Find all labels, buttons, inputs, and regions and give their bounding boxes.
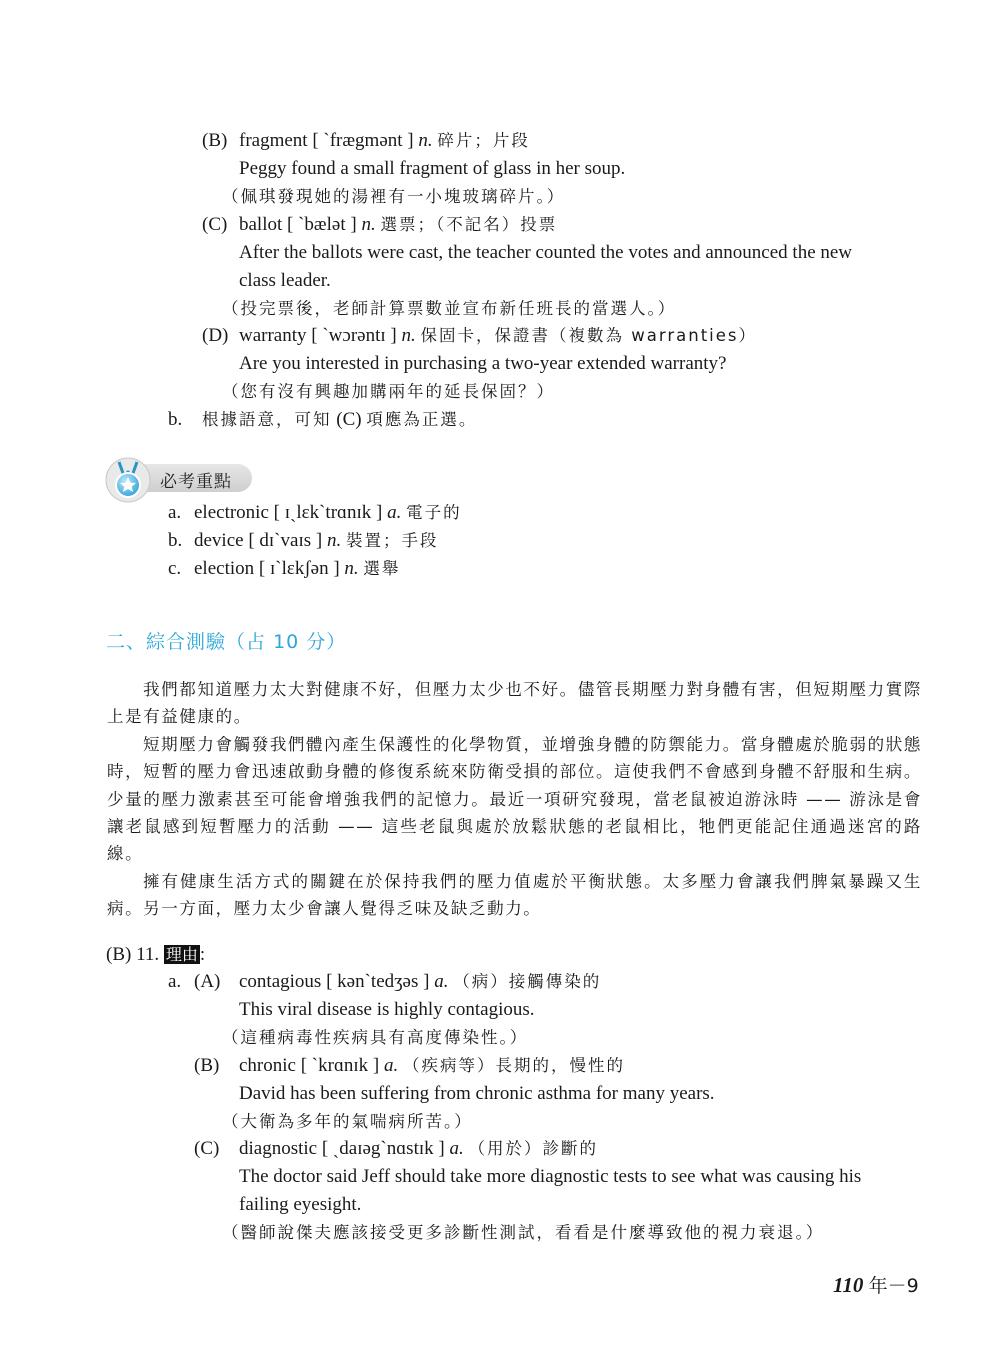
vocab-entry-contagious: a. (A) contagious [ kənˋtedʒəs ] a. （病）接觸傳染的	[168, 971, 602, 992]
question-header: (B) 11. 理由 :	[106, 944, 206, 965]
example-translation: （醫師說傑夫應該接受更多診斷性測試，看看是什麼導致他的視力衰退。）	[222, 1223, 825, 1242]
key-point-item: c. election [ ɪˋlɛkʃən ] n. 選舉	[168, 558, 401, 579]
passage-paragraph: 擁有健康生活方式的關鍵在於保持我們的壓力值處於平衡狀態。太多壓力會讓我們脾氣暴躁又生病。另一方面，壓力太少會讓人覺得乏味及缺乏動力。	[107, 871, 922, 919]
example-translation: （大衛為多年的氣喘病所苦。）	[222, 1112, 473, 1131]
example-sentence: This viral disease is highly contagious.	[239, 999, 535, 1020]
example-translation: （佩琪發現她的湯裡有一小塊玻璃碎片。）	[222, 187, 566, 206]
example-translation: （這種病毒性疾病具有高度傳染性。）	[222, 1028, 529, 1047]
example-translation: （您有沒有興趣加購兩年的延長保固？）	[222, 382, 555, 401]
key-point-item: b. device [ dɪˋvaɪs ] n. 裝置；手段	[168, 530, 439, 551]
passage-translation	[107, 676, 922, 923]
vocab-entry-warranty: (D) warranty [ ˋwɔrəntɪ ] n. 保固卡，保證書（複數為 warranties）	[202, 325, 757, 346]
example-translation: （投完票後，老師計算票數並宣布新任班長的當選人。）	[222, 299, 677, 318]
passage-paragraph: 短期壓力會觸發我們體內產生保護性的化學物質，並增強身體的防禦能力。當身體處於脆弱的狀態時，短暫的壓力會迅速啟動身體的修復系統來防衛受損的部位。這使我們不會感到身體不舒服和生病。少量的壓力激素甚至可能會增強我們的記憶力。最近一項研究發現，當老鼠被迫游泳時 —— 游泳是會讓老鼠感到短暫壓力的活動 —— 這些老鼠與處於放鬆狀態的老鼠相比，牠們更能記住通過迷宮的路線。	[107, 734, 922, 864]
example-sentence: After the ballots were cast, the teacher counted the votes and announced the new	[239, 242, 853, 263]
passage-paragraph: 我們都知道壓力太大對健康不好，但壓力太少也不好。儘管長期壓力對身體有害，但短期壓力實際上是有益健康的。	[107, 680, 922, 727]
example-sentence: David has been suffering from chronic asthma for many years.	[239, 1083, 715, 1104]
key-points-title: 必考重點	[160, 472, 232, 492]
vocab-entry-fragment: (B) fragment [ ˋfrægmənt ] n. 碎片；片段	[202, 130, 530, 151]
vocab-entry-chronic: (B) chronic [ ˋkrɑnɪk ] a. （疾病等）長期的，慢性的	[194, 1055, 626, 1076]
example-sentence-cont: class leader.	[239, 270, 331, 291]
conclusion-line: b. 根據語意，可知 (C) 項應為正選。	[168, 409, 478, 430]
reason-tag: 理由	[165, 945, 198, 964]
example-sentence: Peggy found a small fragment of glass in her soup.	[239, 158, 626, 179]
page-number: 110 年－9	[833, 1273, 919, 1297]
example-sentence: Are you interested in purchasing a two-year extended warranty?	[239, 353, 727, 374]
vocab-entry-diagnostic: (C) diagnostic [ ˏdaɪəgˋnɑstɪk ] a. （用於）診斷的	[194, 1138, 598, 1159]
key-point-item: a. electronic [ ɪˏlɛkˋtrɑnɪk ] a. 電子的	[168, 502, 462, 523]
medal-icon	[104, 456, 152, 504]
vocab-entry-ballot: (C) ballot [ ˋbælət ] n. 選票；（不記名）投票	[202, 214, 558, 235]
example-sentence: The doctor said Jeff should take more diagnostic tests to see what was causing his	[239, 1166, 862, 1187]
section-title: 二、綜合測驗（占 10 分）	[106, 631, 347, 653]
key-points-badge	[104, 456, 254, 504]
example-sentence-cont: failing eyesight.	[239, 1194, 362, 1215]
